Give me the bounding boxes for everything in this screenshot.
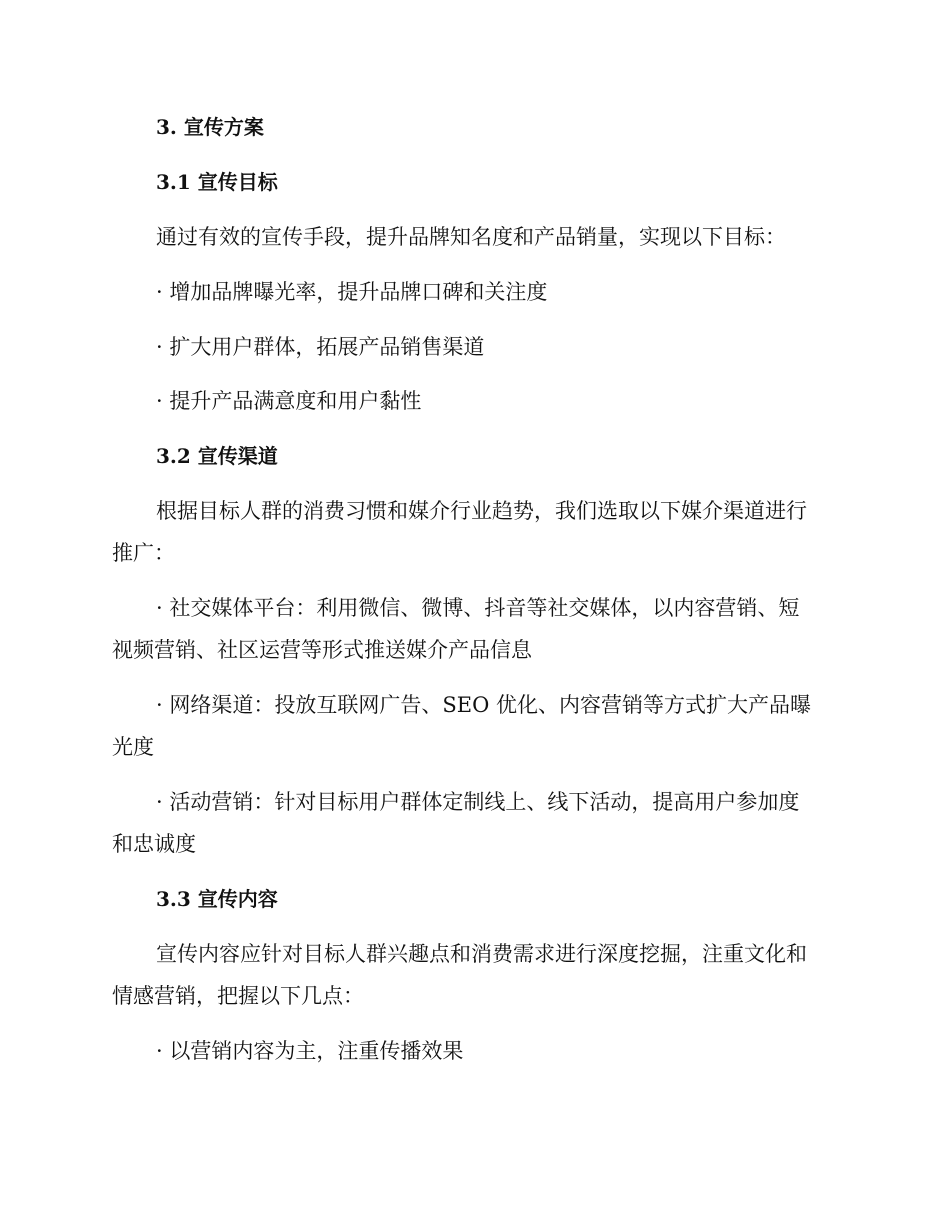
section-heading: 3. 宣传方案 [156,115,264,139]
channels-item-continued: 视频营销、社区运营等形式推送媒介产品信息 [112,638,532,662]
channels-intro: 根据目标人群的消费习惯和媒介行业趋势，我们选取以下媒介渠道进行 [156,499,807,523]
goals-item: · 扩大用户群体，拓展产品销售渠道 [156,335,485,359]
channels-item-continued: 和忠诚度 [112,832,196,856]
content-heading: 3.3 宣传内容 [156,887,278,911]
channels-item: · 网络渠道：投放互联网广告、SEO 优化、内容营销等方式扩大产品曝 [156,693,811,717]
goals-heading: 3.1 宣传目标 [156,170,278,194]
channels-heading: 3.2 宣传渠道 [156,444,278,468]
content-item: · 以营销内容为主，注重传播效果 [156,1039,464,1063]
channels-item-continued: 光度 [112,735,154,759]
content-intro-continued: 情感营销，把握以下几点： [112,984,364,1008]
goals-item: · 提升产品满意度和用户黏性 [156,389,422,413]
channels-item: · 社交媒体平台：利用微信、微博、抖音等社交媒体，以内容营销、短 [156,596,800,620]
goals-intro: 通过有效的宣传手段，提升品牌知名度和产品销量，实现以下目标： [156,225,786,249]
content-intro: 宣传内容应针对目标人群兴趣点和消费需求进行深度挖掘，注重文化和 [156,942,807,966]
channels-intro-continued: 推广： [112,541,175,565]
channels-item: · 活动营销：针对目标用户群体定制线上、线下活动，提高用户参加度 [156,790,800,814]
goals-item: · 增加品牌曝光率，提升品牌口碑和关注度 [156,280,548,304]
